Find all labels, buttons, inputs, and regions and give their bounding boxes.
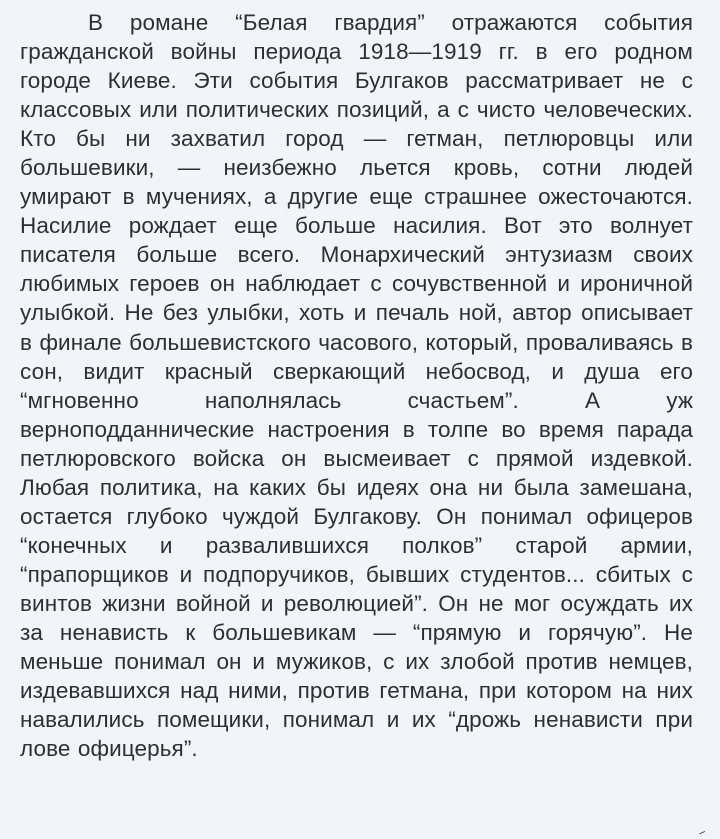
body-paragraph: В романе “Белая гвардия” отражаются события гражданской войны периода 1918—1919 гг. в его родном городе Киеве. Эти события Булгаков рассматривает не с классовых или политических позиций, а с чисто человеческих. Кто бы ни захватил город — гетман, петлюровцы или большевики, — неизбежно льется кровь, сотни людей умирают в мучениях, а другие еще страшнее ожесточаются. Насилие рождает еще больше насилия. Вот это волнует писателя больше всего. Монархический энтузиазм своих любимых героев он наблюдает с сочувственной и ироничной улыбкой. Не без улыбки, хоть и печаль ной, автор описывает в финале большевистского часового, который, проваливаясь в сон, видит красный сверкающий небосвод, и душа его “мгновенно наполнялась счастьем”. А уж верноподданнические настроения в толпе во время парада петлюровского войска он высмеивает с прямой издевкой. Любая политика, на каких бы идеях она ни была замешана, остается глубоко чуждой Булгакову. Он понимал офицеров “конечных и развалившихся полков” старой армии, “прапорщиков и подпоручиков, бывших студентов... сбитых с винтов жизни войной и революцией”. Он не мог осуждать их за ненависть к большевикам — “прямую и горячую”. Не меньше понимал он и мужиков, с их злобой против немцев, издевавшихся над ними, против гетмана, при котором на них навалились помещики, понимал и их “дрожь ненависти при лове офицерья”. bbox=[20, 10, 693, 762]
